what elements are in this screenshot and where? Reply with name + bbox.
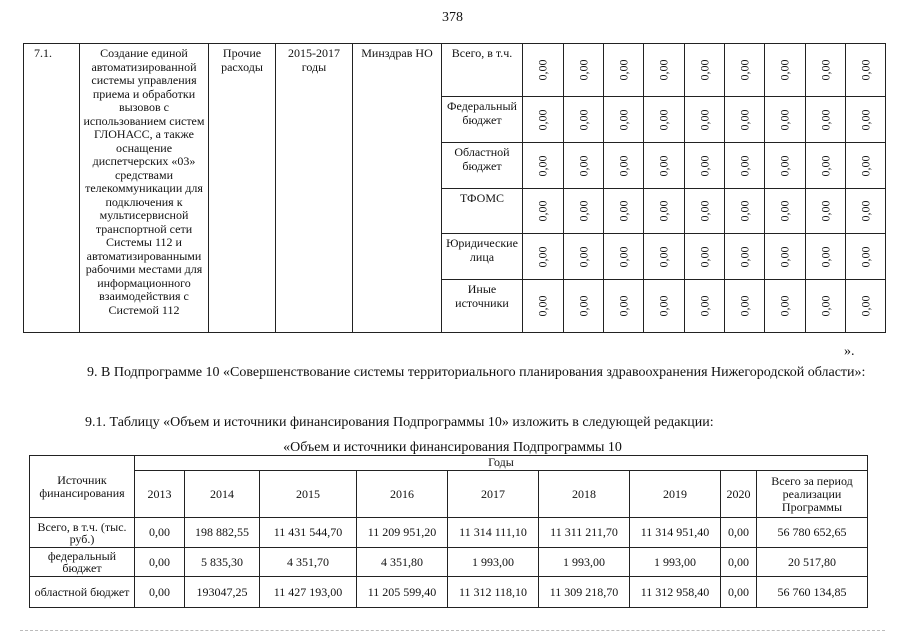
value-cell <box>523 280 564 333</box>
value-text: 0,00 <box>736 295 751 317</box>
value-cell <box>806 280 846 333</box>
year-header: 2016 <box>357 471 448 518</box>
value-cell <box>725 280 765 333</box>
funding-source: ТФОМС <box>442 189 523 234</box>
value-cell <box>564 189 604 234</box>
value-text: 0,00 <box>857 200 872 222</box>
value-cell: 11 431 544,70 <box>260 518 357 548</box>
value-text: 0,00 <box>777 200 792 222</box>
value-cell: 11 312 118,10 <box>448 577 539 608</box>
row-label: областной бюджет <box>30 577 135 608</box>
value-cell <box>644 189 685 234</box>
value-cell: 1 993,00 <box>539 548 630 577</box>
value-cell: 0,00 <box>721 548 757 577</box>
value-text: 0,00 <box>575 155 590 176</box>
value-cell <box>644 44 685 97</box>
value-cell: 4 351,80 <box>357 548 448 577</box>
value-cell <box>765 44 806 97</box>
value-text: 0,00 <box>857 246 872 267</box>
value-text: 0,00 <box>736 59 751 81</box>
value-cell <box>685 97 725 143</box>
value-cell <box>523 44 564 97</box>
value-text: 0,00 <box>857 59 872 81</box>
funding-source: Юридические лица <box>442 234 523 280</box>
value-text: 0,00 <box>736 155 751 176</box>
value-cell <box>806 44 846 97</box>
total-header: Всего за период реализации Программы <box>757 471 868 518</box>
value-cell <box>725 143 765 189</box>
value-cell <box>846 234 886 280</box>
total-cell: 56 760 134,85 <box>757 577 868 608</box>
value-cell <box>604 234 644 280</box>
value-text: 0,00 <box>656 246 671 267</box>
value-text: 0,00 <box>656 200 671 222</box>
value-text: 0,00 <box>535 155 550 176</box>
value-cell: 198 882,55 <box>185 518 260 548</box>
value-cell <box>604 143 644 189</box>
value-text: 0,00 <box>857 295 872 317</box>
value-cell <box>523 189 564 234</box>
closing-quote: ». <box>844 344 855 359</box>
value-text: 0,00 <box>736 246 751 267</box>
funding-source: Всего, в т.ч. <box>442 44 523 97</box>
paragraph-9: 9. В Подпрограмме 10 «Совершенствование системы территориального планирования здравоохранения Нижегородской области»: <box>87 365 866 380</box>
years-header: Годы <box>135 456 868 471</box>
paragraph-9-1: 9.1. Таблицу «Объем и источники финансирования Подпрограммы 10» изложить в следующей редакции: <box>85 415 714 430</box>
value-text: 0,00 <box>777 155 792 176</box>
value-text: 0,00 <box>696 200 711 222</box>
value-cell: 11 209 951,20 <box>357 518 448 548</box>
funding-source: Областной бюджет <box>442 143 523 189</box>
value-text: 0,00 <box>656 109 671 130</box>
value-cell: 11 314 951,40 <box>630 518 721 548</box>
value-cell: 11 427 193,00 <box>260 577 357 608</box>
year-header: 2020 <box>721 471 757 518</box>
year-header: 2013 <box>135 471 185 518</box>
value-cell <box>725 44 765 97</box>
value-cell <box>604 189 644 234</box>
value-cell <box>564 97 604 143</box>
value-text: 0,00 <box>696 295 711 317</box>
header-row <box>30 456 868 471</box>
value-cell <box>685 280 725 333</box>
value-text: 0,00 <box>696 59 711 81</box>
value-cell <box>644 234 685 280</box>
value-text: 0,00 <box>817 200 832 222</box>
total-cell: 56 780 652,65 <box>757 518 868 548</box>
value-text: 0,00 <box>777 246 792 267</box>
value-text: 0,00 <box>615 59 630 81</box>
value-text: 0,00 <box>575 200 590 222</box>
value-text: 0,00 <box>656 59 671 81</box>
value-cell <box>564 44 604 97</box>
value-cell: 0,00 <box>135 548 185 577</box>
value-text: 0,00 <box>817 295 832 317</box>
value-cell: 4 351,70 <box>260 548 357 577</box>
value-text: 0,00 <box>777 109 792 130</box>
financing-table <box>29 455 868 608</box>
value-cell: 11 314 111,10 <box>448 518 539 548</box>
value-text: 0,00 <box>656 295 671 317</box>
value-text: 0,00 <box>575 246 590 267</box>
program-activity-table <box>23 43 886 333</box>
value-cell <box>765 280 806 333</box>
year-header: 2019 <box>630 471 721 518</box>
value-text: 0,00 <box>736 200 751 222</box>
table-row <box>30 518 868 548</box>
value-cell <box>523 234 564 280</box>
value-text: 0,00 <box>615 155 630 176</box>
value-text: 0,00 <box>615 200 630 222</box>
value-cell <box>604 44 644 97</box>
value-text: 0,00 <box>777 59 792 81</box>
value-cell <box>846 143 886 189</box>
row-label: Всего, в т.ч. (тыс. руб.) <box>30 518 135 548</box>
funding-source: Иные источники <box>442 280 523 333</box>
value-cell <box>604 280 644 333</box>
value-cell <box>725 97 765 143</box>
value-cell <box>806 189 846 234</box>
value-text: 0,00 <box>736 109 751 130</box>
value-cell <box>765 234 806 280</box>
value-cell <box>523 97 564 143</box>
table-caption: «Объем и источники финансирования Подпрограммы 10 <box>283 440 622 455</box>
value-cell: 5 835,30 <box>185 548 260 577</box>
value-cell <box>644 280 685 333</box>
value-cell: 0,00 <box>135 577 185 608</box>
row-label: федеральный бюджет <box>30 548 135 577</box>
value-text: 0,00 <box>535 109 550 130</box>
table-row <box>24 44 886 97</box>
year-header: 2014 <box>185 471 260 518</box>
period: 2015-2017 годы <box>276 44 353 333</box>
value-cell <box>725 234 765 280</box>
value-cell <box>644 97 685 143</box>
value-text: 0,00 <box>696 109 711 130</box>
value-cell <box>685 143 725 189</box>
value-text: 0,00 <box>817 155 832 176</box>
value-text: 0,00 <box>575 59 590 81</box>
value-text: 0,00 <box>817 109 832 130</box>
footer-rule <box>20 630 885 631</box>
value-text: 0,00 <box>857 155 872 176</box>
value-text: 0,00 <box>535 246 550 267</box>
value-cell: 11 309 218,70 <box>539 577 630 608</box>
value-cell: 0,00 <box>721 518 757 548</box>
value-cell <box>564 234 604 280</box>
value-text: 0,00 <box>817 59 832 81</box>
value-cell <box>644 143 685 189</box>
value-cell <box>604 97 644 143</box>
value-cell <box>765 97 806 143</box>
value-text: 0,00 <box>575 295 590 317</box>
value-text: 0,00 <box>615 109 630 130</box>
value-cell <box>564 280 604 333</box>
value-text: 0,00 <box>535 200 550 222</box>
value-cell: 1 993,00 <box>630 548 721 577</box>
value-cell: 0,00 <box>721 577 757 608</box>
value-cell: 193047,25 <box>185 577 260 608</box>
value-text: 0,00 <box>696 155 711 176</box>
value-text: 0,00 <box>615 295 630 317</box>
value-cell <box>564 143 604 189</box>
value-cell: 11 205 599,40 <box>357 577 448 608</box>
value-text: 0,00 <box>656 155 671 176</box>
value-cell: 11 312 958,40 <box>630 577 721 608</box>
value-text: 0,00 <box>615 246 630 267</box>
value-cell: 0,00 <box>135 518 185 548</box>
value-cell <box>685 44 725 97</box>
source-header: Источник финансирования <box>30 456 135 518</box>
year-header-row <box>30 471 868 518</box>
value-text: 0,00 <box>696 246 711 267</box>
value-text: 0,00 <box>857 109 872 130</box>
year-header: 2017 <box>448 471 539 518</box>
value-cell <box>765 143 806 189</box>
total-cell: 20 517,80 <box>757 548 868 577</box>
responsible: Минздрав НО <box>353 44 442 333</box>
value-cell <box>685 234 725 280</box>
value-cell <box>685 189 725 234</box>
value-cell <box>846 97 886 143</box>
value-text: 0,00 <box>777 295 792 317</box>
value-cell <box>846 280 886 333</box>
value-cell <box>765 189 806 234</box>
table-row <box>30 548 868 577</box>
value-cell <box>806 143 846 189</box>
expense-type: Прочие расходы <box>209 44 276 333</box>
year-header: 2018 <box>539 471 630 518</box>
value-text: 0,00 <box>535 295 550 317</box>
funding-source: Федеральный бюджет <box>442 97 523 143</box>
value-cell <box>846 189 886 234</box>
value-cell <box>806 97 846 143</box>
value-cell <box>725 189 765 234</box>
value-cell <box>806 234 846 280</box>
value-cell: 11 311 211,70 <box>539 518 630 548</box>
item-description: Создание единой автоматизированной системы управления приема и обработки вызовов с использованием систем ГЛОНАСС, а также оснащение диспетчерских «03» средствами телекоммуникации для подключения к мультисервисной транспортной сети Системы 112 и автоматизированными рабочими местами для информационного взаимодействия с Системой 112 <box>80 44 209 333</box>
item-number: 7.1. <box>24 44 80 333</box>
value-text: 0,00 <box>535 59 550 81</box>
table-row <box>30 577 868 608</box>
page-number: 378 <box>442 10 463 25</box>
value-cell: 1 993,00 <box>448 548 539 577</box>
year-header: 2015 <box>260 471 357 518</box>
value-text: 0,00 <box>817 246 832 267</box>
value-text: 0,00 <box>575 109 590 130</box>
value-cell <box>523 143 564 189</box>
value-cell <box>846 44 886 97</box>
